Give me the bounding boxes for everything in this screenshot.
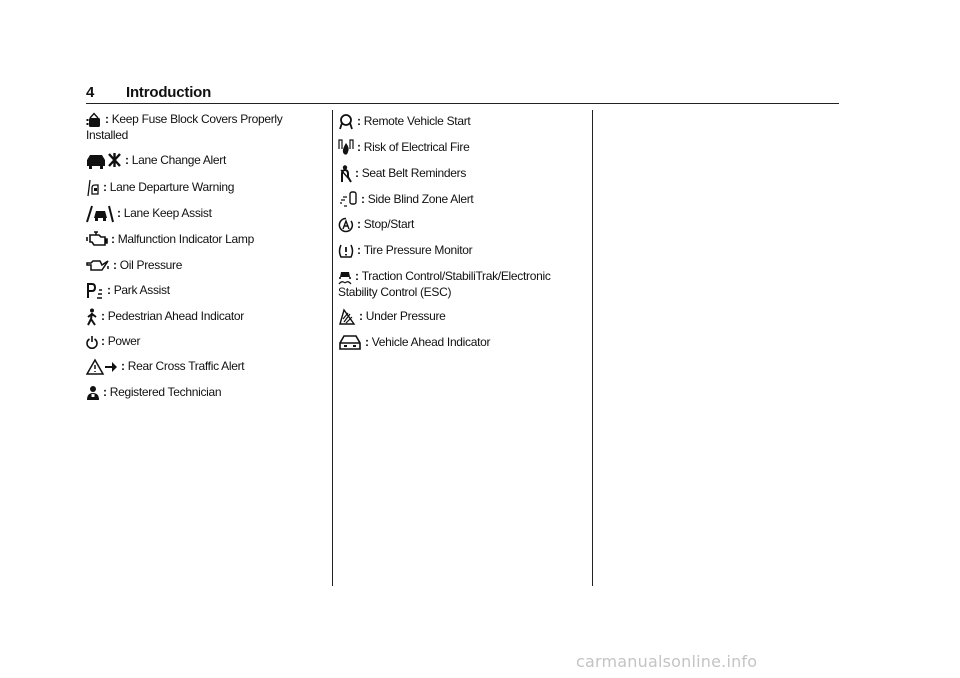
park-assist-icon xyxy=(86,283,104,299)
separator: : xyxy=(103,180,107,195)
separator: : xyxy=(357,140,361,155)
list-item xyxy=(86,334,316,349)
separator: : xyxy=(125,153,129,168)
separator: : xyxy=(357,243,361,258)
column-divider-right xyxy=(592,110,593,586)
separator: : xyxy=(101,309,105,324)
separator: : xyxy=(365,335,369,350)
entry-label: Registered Technician xyxy=(109,385,222,400)
entry-label: Lane Change Alert xyxy=(131,153,227,168)
entry-label: Vehicle Ahead Indicator xyxy=(371,335,491,350)
entry-label: Rear Cross Traffic Alert xyxy=(127,359,245,374)
separator: : xyxy=(357,114,361,129)
list-item xyxy=(86,308,316,326)
vehicle-ahead-icon xyxy=(338,334,362,352)
column-divider-left xyxy=(332,110,333,586)
separator: : xyxy=(113,258,117,273)
entry-label: Keep Fuse Block Covers Properly Installed xyxy=(86,112,283,142)
entry-label: Park Assist xyxy=(113,283,170,298)
list-item xyxy=(86,385,316,401)
entry-label: Power xyxy=(107,334,141,348)
separator: : xyxy=(101,334,105,348)
entry-label: Pedestrian Ahead Indicator xyxy=(107,309,245,324)
list-item xyxy=(338,243,578,259)
separator: : xyxy=(111,232,115,247)
page-number: 4 xyxy=(86,84,95,101)
entry-label: Tire Pressure Monitor xyxy=(363,243,473,258)
separator: : xyxy=(105,112,109,127)
separator: : xyxy=(103,385,107,400)
page-header xyxy=(86,84,839,104)
entry-label: Oil Pressure xyxy=(119,258,183,273)
entry-label: Traction Control/StabiliTrak/Electronic Stability Control (ESC) xyxy=(338,269,551,299)
entry-label: Malfunction Indicator Lamp xyxy=(117,232,254,247)
list-item xyxy=(86,258,316,274)
list-item xyxy=(86,205,316,223)
remote-start-icon xyxy=(338,114,354,130)
list-item xyxy=(338,308,578,326)
separator: : xyxy=(355,166,359,181)
entry-label: Seat Belt Reminders xyxy=(361,166,467,181)
header-rule xyxy=(86,103,839,104)
pedestrian-icon xyxy=(86,308,98,326)
separator: : xyxy=(121,359,125,374)
chapter-title: Introduction xyxy=(126,84,212,101)
list-item xyxy=(338,191,578,209)
power-icon xyxy=(86,335,98,349)
lane-departure-warning-icon xyxy=(86,179,100,197)
separator: : xyxy=(359,309,363,324)
separator: : xyxy=(357,217,361,232)
list-item xyxy=(338,334,578,352)
technician-icon xyxy=(86,385,100,401)
separator: : xyxy=(117,206,121,221)
list-item xyxy=(86,152,316,170)
list-item xyxy=(338,165,578,183)
entry-label: Side Blind Zone Alert xyxy=(367,192,474,207)
fuse-cover-icon xyxy=(86,112,102,128)
entry-label: Risk of Electrical Fire xyxy=(363,140,470,155)
electrical-fire-icon xyxy=(338,139,354,157)
tire-pressure-icon xyxy=(338,243,354,259)
entry-label: Remote Vehicle Start xyxy=(363,114,471,129)
separator: : xyxy=(361,192,365,207)
entry-label: Under Pressure xyxy=(365,309,446,324)
watermark: carmanualsonline.info xyxy=(576,652,758,671)
lane-change-alert-icon xyxy=(86,152,122,170)
list-item xyxy=(338,114,578,130)
engine-malfunction-icon xyxy=(86,231,108,249)
stop-start-icon xyxy=(338,217,354,233)
rear-cross-traffic-icon xyxy=(86,358,118,376)
list-item xyxy=(86,112,316,142)
entry-label: Lane Departure Warning xyxy=(109,180,235,195)
separator: : xyxy=(107,283,111,298)
seat-belt-icon xyxy=(338,165,352,183)
separator: : xyxy=(355,269,359,284)
oil-can-icon xyxy=(86,258,110,274)
traction-control-icon xyxy=(338,269,352,285)
list-item xyxy=(338,217,578,233)
list-item xyxy=(86,179,316,197)
list-item xyxy=(86,283,316,299)
list-item xyxy=(338,139,578,157)
under-pressure-icon xyxy=(338,308,356,326)
list-item xyxy=(338,269,578,299)
entry-label: Stop/Start xyxy=(363,217,415,232)
lane-keep-assist-icon xyxy=(86,205,114,223)
list-item xyxy=(86,231,316,249)
side-blind-zone-icon xyxy=(338,191,358,209)
entry-label: Lane Keep Assist xyxy=(123,206,212,221)
list-item xyxy=(86,358,316,376)
